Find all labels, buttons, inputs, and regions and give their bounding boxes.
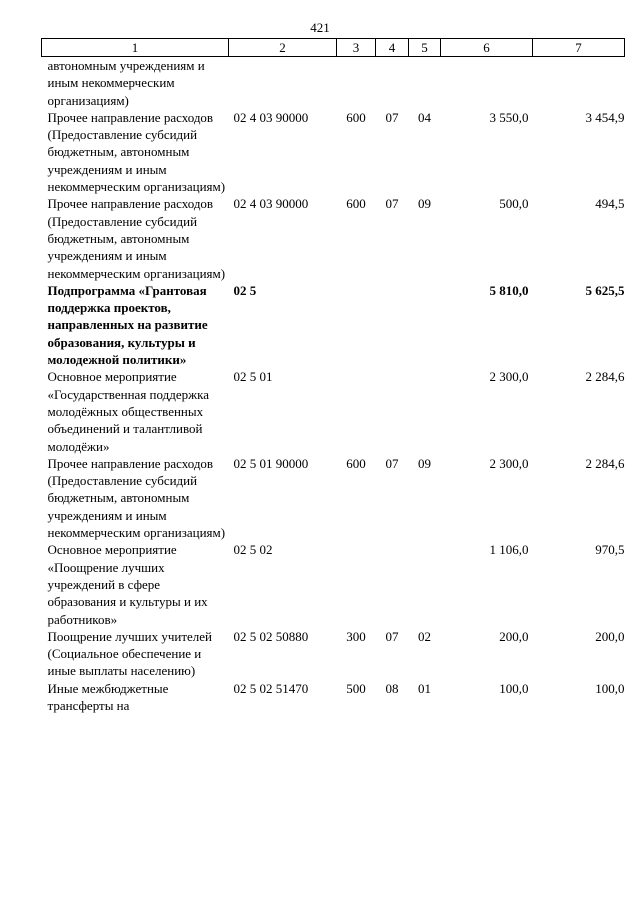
row-name: Основное мероприятие «Государственная поддержка молодёжных общественных объединений и талантливой молодёжи» [47,369,210,454]
row-name: Прочее направление расходов (Предоставление субсидий бюджетным, автономным учреждениям и иным некоммерческим организациям) [47,196,226,281]
row-value-7: 494,5 [595,196,625,212]
header-col-7: 7 [533,39,625,57]
row-value-6: 3 550,0 [489,109,529,125]
header-col-2: 2 [229,39,337,57]
row-name: Прочее направление расходов (Предоставление субсидий бюджетным, автономным учреждениям и иным некоммерческим организациям) [47,109,226,195]
row-value-7: 970,5 [595,542,625,558]
row-value-7: 2 284,6 [585,369,625,385]
header-col-1: 1 [42,39,229,57]
row-name: Иные межбюджетные трансферты на [47,680,169,713]
row-code: 02 5 [233,282,257,298]
row-code: 02 5 02 50880 [233,628,309,644]
row-value-6: 2 300,0 [489,369,529,385]
table-row [42,368,625,454]
header-col-6: 6 [441,39,533,57]
row-col-3: 600 [346,196,366,212]
row-value-6: 1 106,0 [489,542,529,558]
row-value-7: 3 454,9 [585,109,625,125]
table-row [42,628,625,680]
row-value-7: 200,0 [595,628,625,644]
header-col-5: 5 [409,39,441,57]
table-row [42,455,625,541]
row-value-7 [533,57,625,109]
row-code: 02 5 01 [233,369,273,385]
header-row [42,39,625,57]
table-row-subprogram [42,282,625,368]
row-col-3: 600 [346,109,366,125]
row-col-3 [337,57,376,109]
row-code: 02 5 02 [233,542,273,558]
table-row [42,541,625,627]
row-value-6 [441,57,533,109]
table-row [42,57,625,109]
row-col-5 [409,541,441,627]
row-col-5: 09 [418,455,431,471]
row-col-4 [376,368,409,454]
header-col-3: 3 [337,39,376,57]
row-name: автономным учреждениям и иным некоммерческим организациям) [47,58,205,108]
row-col-5 [409,368,441,454]
row-col-4: 07 [385,196,399,212]
row-name: Прочее направление расходов (Предоставление субсидий бюджетным, автономным учреждениям и иным некоммерческим организациям) [47,455,226,541]
page-number: 421 [310,20,330,35]
row-value-7: 5 625,5 [585,282,625,298]
budget-table [41,38,625,714]
row-name: Подпрограмма «Грантовая поддержка проектов, направленных на развитие образования, культуры и молодежной политики» [47,282,208,368]
row-col-4: 08 [385,680,399,696]
row-col-3 [337,368,376,454]
row-value-7: 2 284,6 [585,455,625,471]
row-col-4 [376,282,409,368]
row-code: 02 5 02 51470 [233,680,309,696]
row-value-6: 2 300,0 [489,455,529,471]
row-col-3 [337,282,376,368]
row-col-5: 01 [418,680,431,696]
row-col-5: 09 [418,196,431,212]
table-row [42,109,625,195]
row-col-5 [409,57,441,109]
row-col-3 [337,541,376,627]
row-value-6: 500,0 [499,196,529,212]
row-name: Основное мероприятие «Поощрение лучших учреждений в сфере образования и культуры и их работников» [47,542,208,627]
row-col-4 [376,57,409,109]
table-row [42,195,625,281]
row-value-6: 5 810,0 [489,282,529,298]
row-col-5: 02 [418,628,431,644]
row-col-4 [376,541,409,627]
row-col-5 [409,282,441,368]
row-name: Поощрение лучших учителей (Социальное обеспечение и иные выплаты населению) [47,628,213,679]
table-row [42,680,625,715]
row-code: 02 4 03 90000 [233,196,309,212]
row-value-6: 100,0 [499,680,529,696]
row-col-4: 07 [385,109,399,125]
row-col-5: 04 [418,109,431,125]
row-value-7: 100,0 [595,680,625,696]
header-col-4: 4 [376,39,409,57]
row-code: 02 5 01 90000 [233,455,309,471]
row-col-4: 07 [385,455,399,471]
row-col-3: 600 [346,455,366,471]
row-code: 02 4 03 90000 [233,109,309,125]
row-col-3: 300 [346,628,366,644]
row-col-3: 500 [346,680,366,696]
row-code [229,57,337,109]
row-value-6: 200,0 [499,628,529,644]
row-col-4: 07 [385,628,399,644]
